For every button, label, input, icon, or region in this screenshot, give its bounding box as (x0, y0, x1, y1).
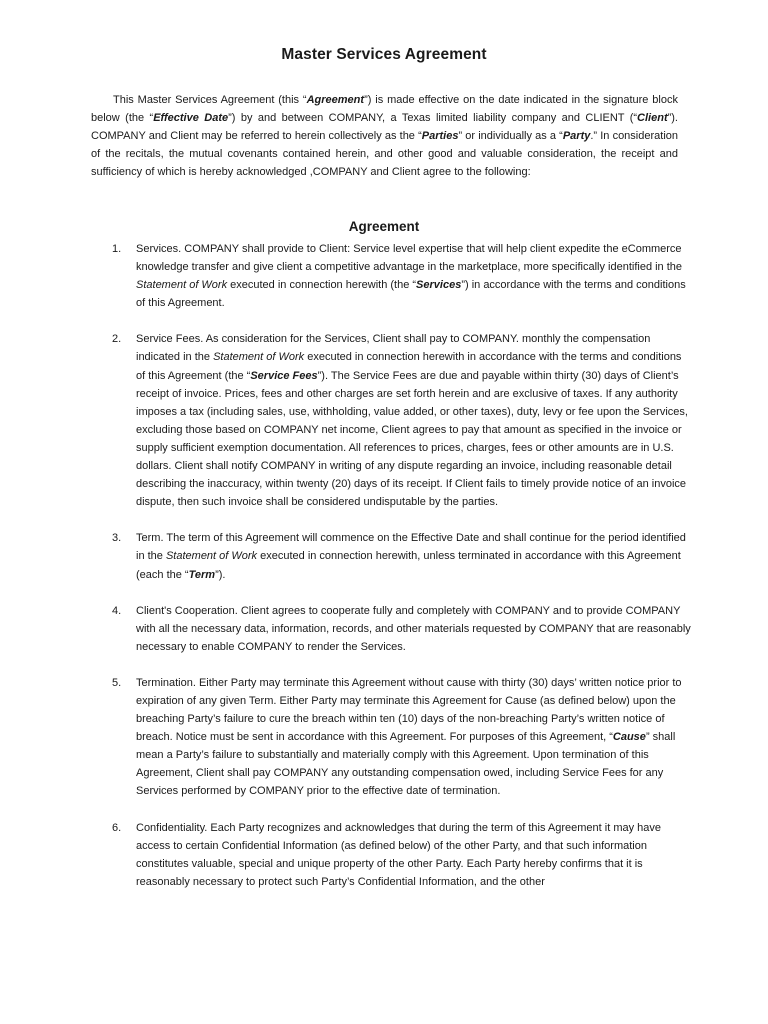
clause-body (136, 674, 691, 801)
intro-text: .” In consideration of the recitals, the mutual covenants contained herein, and other good and valuable consideration, the receipt and sufficiency of which is hereby acknowledged ,COMPANY and Client agree to the following: (91, 130, 678, 178)
intro-text: ”) by and between COMPANY, a Texas limited liability company and CLIENT (“ (228, 112, 638, 124)
defined-term-services: Services (416, 279, 462, 292)
defined-term-effective-date: Effective Date (153, 112, 229, 124)
clause-client-cooperation (91, 602, 691, 656)
clause-body: Client's Cooperation. Client agrees to cooperate fully and completely with COMPANY and to provide COMPANY with all the necessary data, information, records, and other materials requested by COMPANY that are reasonably necessary to enable COMPANY to render the Services. (136, 604, 691, 653)
clause-termination (91, 674, 691, 801)
clause-number: 6. (112, 821, 122, 834)
statement-of-work-ref: Statement of Work (213, 351, 305, 364)
clause-text: executed in connection herewith (the “ (227, 279, 417, 292)
clause-list (91, 240, 691, 909)
defined-term-term: Term (188, 568, 216, 581)
defined-term-party: Party (562, 130, 591, 142)
clause-text: Services. COMPANY shall provide to Client: Service level expertise that will help client expedite the eCommerce knowledge transfer and give client a competitive advantage in the marketplace, more specifically identified in the (136, 243, 683, 274)
clause-body (136, 330, 691, 511)
clause-service-fees (91, 330, 691, 511)
clause-number: 5. (112, 676, 122, 689)
document-title: Master Services Agreement (281, 46, 487, 63)
statement-of-work-ref: Statement of Work (136, 279, 228, 292)
defined-term-client: Client (637, 112, 668, 124)
intro-text: This Master Services Agreement (this “ (113, 94, 307, 106)
clause-text: ”). The Service Fees are due and payable within thirty (30) days of Client’s receipt of invoice. Prices, fees and other charges are set forth herein and are exclusive of taxes. If any authority imposes a tax (including sales, use, withholding, value added, or other taxes), duty, levy or fee upon the Services, excluding those based on COMPANY net income, Client agrees to pay that amount as specified in the invoice or supply sufficient exemption documentation. All references to prices, charges, fees or other amounts are in U.S. dollars. Client shall notify COMPANY in writing of any dispute regarding an invoice, including reasonable detail describing the inaccuracy, within twenty (20) days of its receipt. If Client fails to timely provide notice of an invoice dispute, then such invoice shall be considered undisputable by the parties. (136, 369, 688, 509)
statement-of-work-ref: Statement of Work (165, 550, 258, 563)
clause-body: Confidentiality. Each Party recognizes and acknowledges that during the term of this Agreement it may have access to certain Confidential Information (as defined below) of the other Party, and that such information constitutes valuable, special and unique property of the other Party. Each Party hereby confirms that it is reasonably necessary to protect such Party’s Confidential Information, and the other (136, 821, 662, 888)
defined-term-parties: Parties (421, 130, 459, 142)
clause-body (136, 240, 691, 312)
defined-term-agreement: Agreement (306, 94, 365, 106)
clause-text: ”). (215, 568, 226, 581)
clause-text: Service Fees. As consideration for the Services, Client shall pay to COMPANY. monthly the compensation indicated in the (136, 333, 651, 364)
clause-number: 1. (112, 243, 122, 255)
clause-number: 4. (112, 604, 122, 617)
clause-text: Termination. Either Party may terminate this Agreement without cause with thirty (30) days’ written notice prior to expiration of any given Term. Either Party may terminate this Agreement for Cause (as defined below) upon the breaching Party’s failure to cure the breach within ten (10) days of the non-breaching Party’s written notice of breach. Notice must be sent in accordance with this Agreement. For purposes of this Agreement, “ (136, 676, 682, 744)
clause-number: 3. (112, 532, 122, 545)
clause-text: executed in connection herewith in accordance with the terms and conditions of this Agreement (the “ (136, 351, 682, 382)
intro-text: ” or individually as a “ (458, 130, 563, 142)
intro-text: ”) is made effective on the date indicated in the signature block below (the “ (91, 94, 678, 124)
clause-text: Term. The term of this Agreement will commence on the Effective Date and shall continue for the period identified in the (136, 532, 686, 563)
defined-term-cause: Cause (612, 731, 646, 744)
intro-paragraph (91, 91, 678, 181)
clause-text: ” shall mean a Party’s failure to substantially and materially comply with this Agreement. Upon termination of this Agreement, Client shall pay COMPANY any outstanding compensation owed, including Service Fees for any Services performed by COMPANY prior to the effective date of termination. (136, 731, 676, 798)
clause-term (91, 529, 691, 583)
clause-services (91, 240, 691, 312)
clause-number: 2. (112, 333, 122, 346)
section-heading-agreement: Agreement (348, 219, 420, 234)
clause-text: executed in connection herewith, unless terminated in accordance with this Agreement (each the “ (136, 550, 681, 581)
clause-body (136, 529, 691, 583)
clause-text: ”) in accordance with the terms and conditions of this Agreement. (136, 279, 686, 310)
defined-term-service-fees: Service Fees (250, 369, 318, 382)
clause-confidentiality (91, 819, 691, 891)
intro-text: ”). COMPANY and Client may be referred to herein collectively as the “ (91, 112, 678, 142)
